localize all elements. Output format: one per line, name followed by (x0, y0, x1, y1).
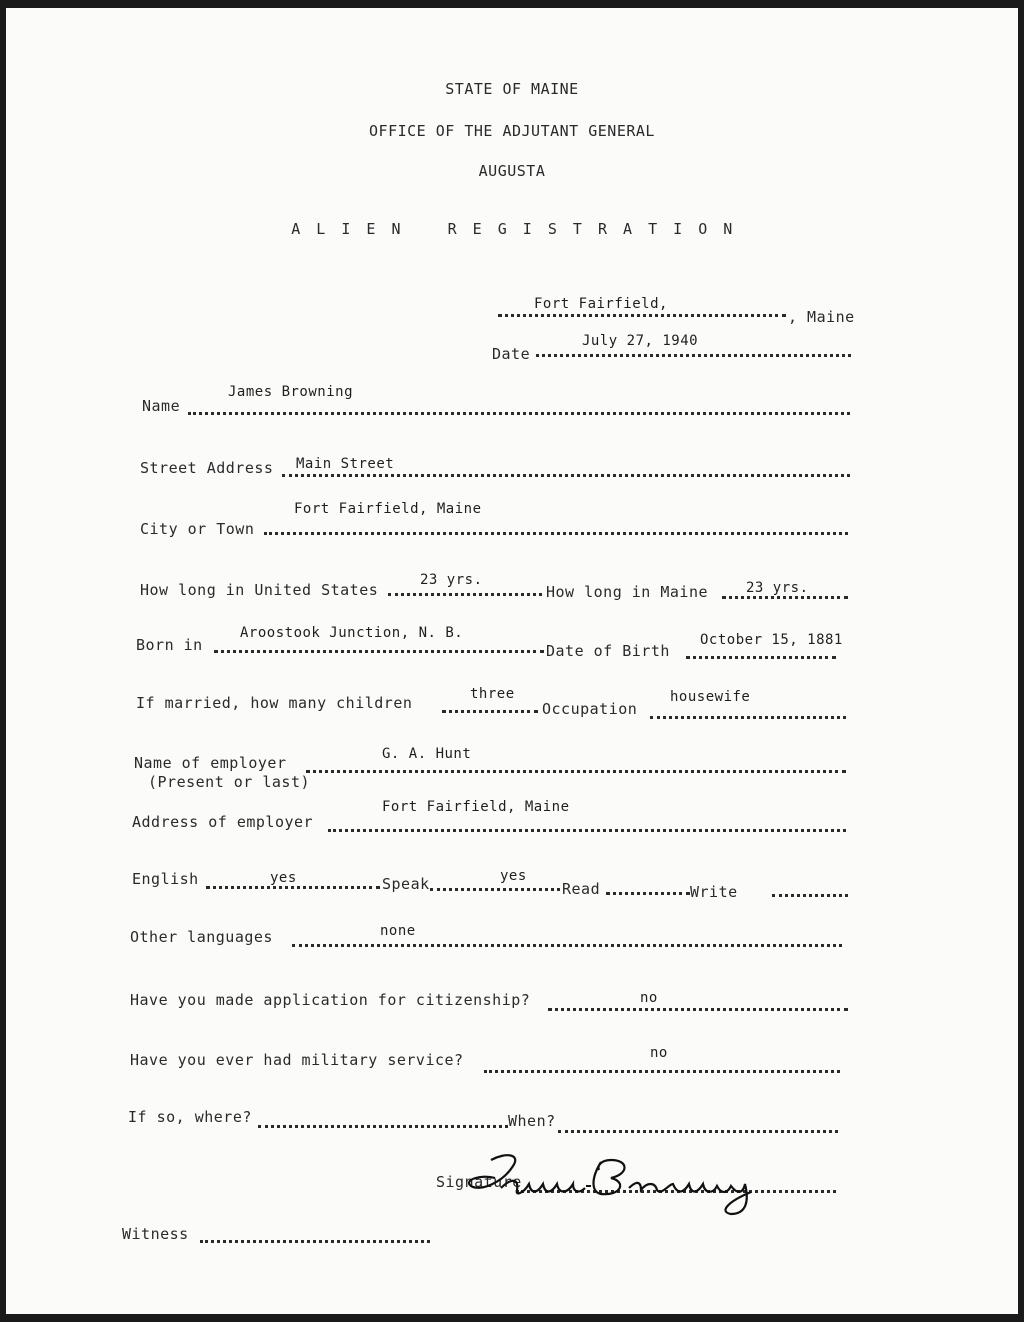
speak-label: Speak (382, 875, 430, 893)
military-label: Have you ever had military service? (130, 1051, 464, 1069)
write-label: Write (690, 883, 738, 901)
city-line (264, 532, 848, 535)
street-line (282, 474, 850, 477)
us-years-line (388, 593, 542, 596)
birth-date-label: Date of Birth (546, 642, 670, 660)
employer-line (306, 770, 846, 773)
maine-years-label: How long in Maine (546, 583, 709, 601)
occupation-line (650, 716, 846, 719)
speak-value: yes (500, 868, 527, 884)
header-state: STATE OF MAINE (445, 80, 579, 98)
read-line (606, 892, 690, 895)
other-lang-value: none (380, 923, 416, 939)
where-line (258, 1125, 508, 1128)
children-line (442, 710, 538, 713)
born-in-line (214, 650, 544, 653)
city-label: City or Town (140, 520, 255, 538)
us-years-label: How long in United States (140, 581, 379, 599)
employer-addr-value: Fort Fairfield, Maine (382, 799, 570, 815)
children-value: three (470, 686, 515, 702)
city-value: Fort Fairfield, Maine (294, 501, 482, 517)
maine-years-value: 23 yrs. (746, 580, 809, 596)
signature-handwriting (451, 1148, 781, 1218)
employer-value: G. A. Hunt (382, 746, 472, 762)
employer-addr-line (328, 829, 846, 832)
employer-sublabel: (Present or last) (148, 773, 311, 791)
employer-label: Name of employer (134, 754, 287, 772)
citizenship-value: no (640, 990, 658, 1006)
citizenship-label: Have you made application for citizenship? (130, 991, 531, 1009)
name-label: Name (142, 397, 181, 415)
occupation-value: housewife (670, 689, 751, 705)
other-lang-label: Other languages (130, 928, 273, 946)
witness-line (200, 1240, 430, 1243)
children-label: If married, how many children (136, 694, 413, 712)
place-suffix: , Maine (788, 308, 855, 326)
citizenship-line (548, 1008, 848, 1011)
born-in-label: Born in (136, 636, 203, 654)
when-line (558, 1130, 838, 1133)
date-label: Date (492, 345, 531, 363)
occupation-label: Occupation (542, 700, 638, 718)
signature-label: Signature (436, 1173, 522, 1191)
place-line (498, 314, 786, 317)
witness-label: Witness (122, 1225, 189, 1243)
birth-date-value: October 15, 1881 (700, 632, 843, 648)
english-value: yes (270, 870, 297, 886)
birth-date-line (686, 656, 836, 659)
born-in-value: Aroostook Junction, N. B. (240, 625, 464, 641)
write-line (772, 894, 848, 897)
maine-years-line (722, 596, 848, 599)
name-value: James Browning (228, 384, 354, 400)
military-value: no (650, 1045, 668, 1061)
us-years-value: 23 yrs. (420, 572, 483, 588)
employer-addr-label: Address of employer (132, 813, 314, 831)
english-label: English (132, 870, 199, 888)
street-value: Main Street (296, 456, 395, 472)
form-title: A L I E N R E G I S T R A T I O N (291, 220, 733, 238)
read-label: Read (562, 880, 601, 898)
header-office: OFFICE OF THE ADJUTANT GENERAL (369, 122, 655, 140)
street-label: Street Address (140, 459, 274, 477)
when-label: When? (508, 1112, 556, 1130)
military-line (484, 1070, 840, 1073)
date-value: July 27, 1940 (582, 333, 699, 349)
date-line (536, 354, 851, 357)
header-city: AUGUSTA (478, 162, 546, 180)
where-label: If so, where? (128, 1108, 252, 1126)
form-page (6, 8, 1018, 1314)
english-line (206, 886, 380, 889)
other-lang-line (292, 944, 842, 947)
name-line (188, 412, 850, 415)
place-town: Fort Fairfield, (534, 296, 668, 312)
speak-line (430, 888, 560, 891)
